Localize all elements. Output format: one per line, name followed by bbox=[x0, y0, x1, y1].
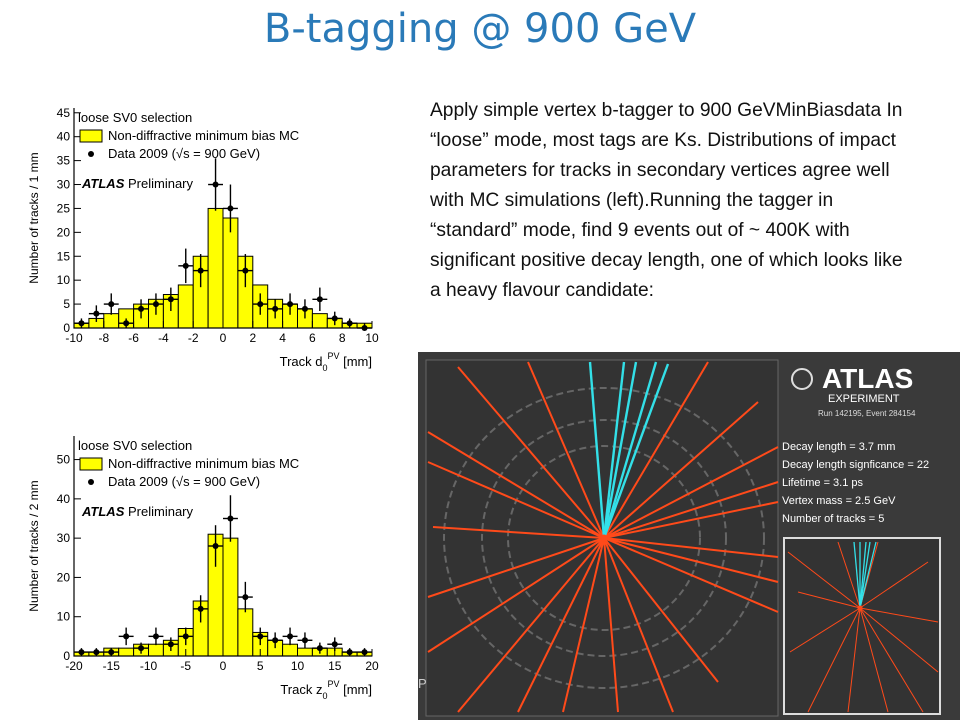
data-marker bbox=[183, 263, 189, 269]
atlas-logo-subtext: EXPERIMENT bbox=[828, 393, 900, 405]
atlas-preliminary-label: ATLAS Preliminary bbox=[82, 504, 193, 519]
y-tick-label: 40 bbox=[56, 129, 70, 144]
data-marker bbox=[302, 306, 308, 312]
y-tick-label: 30 bbox=[56, 177, 70, 192]
data-marker bbox=[362, 649, 368, 655]
x-tick-label: 4 bbox=[279, 331, 286, 345]
legend-mc-swatch bbox=[80, 458, 102, 470]
data-marker bbox=[272, 306, 278, 312]
data-marker bbox=[78, 649, 84, 655]
y-tick-label: 10 bbox=[56, 273, 70, 288]
data-marker bbox=[332, 641, 338, 647]
y-tick-label: 20 bbox=[56, 225, 70, 240]
y-tick-label: 0 bbox=[63, 649, 70, 663]
zoom-view-frame bbox=[784, 538, 940, 714]
x-tick-label: 20 bbox=[365, 659, 379, 673]
x-tick-label: 2 bbox=[249, 331, 257, 345]
data-marker bbox=[168, 296, 174, 302]
atlas-preliminary-label: ATLAS Preliminary bbox=[82, 176, 193, 191]
data-marker bbox=[108, 301, 114, 307]
y-tick-label: 45 bbox=[56, 105, 70, 120]
run-info: Run 142195, Event 284154 bbox=[818, 409, 916, 418]
legend-mc-label: Non-diffractive minimum bias MC bbox=[108, 128, 300, 143]
data-marker bbox=[123, 320, 129, 326]
x-tick-label: -5 bbox=[180, 659, 192, 673]
data-marker bbox=[257, 301, 263, 307]
d0-histogram bbox=[18, 100, 390, 372]
data-marker bbox=[332, 315, 338, 321]
data-marker bbox=[287, 301, 293, 307]
data-marker bbox=[123, 633, 129, 639]
x-tick-label: 8 bbox=[338, 331, 346, 345]
mc-bar bbox=[208, 208, 223, 328]
data-marker bbox=[198, 268, 204, 274]
data-marker bbox=[287, 633, 293, 639]
data-marker bbox=[347, 320, 353, 326]
mc-bar bbox=[178, 285, 193, 328]
data-marker bbox=[227, 516, 233, 522]
stat-lifetime: Lifetime = 3.1 ps bbox=[782, 477, 864, 489]
mc-bar bbox=[283, 644, 298, 656]
data-point bbox=[119, 628, 134, 646]
y-tick-label: 50 bbox=[56, 452, 70, 467]
stat-decay-length-significance: Decay length signficance = 22 bbox=[782, 459, 930, 471]
data-marker bbox=[317, 296, 323, 302]
x-tick-label: -2 bbox=[187, 331, 199, 345]
data-point bbox=[208, 158, 223, 210]
y-tick-label: 30 bbox=[56, 531, 70, 546]
data-marker bbox=[213, 543, 219, 549]
selection-label: loose SV0 selection bbox=[78, 110, 193, 125]
y-tick-label: 35 bbox=[56, 153, 70, 168]
x-tick-label: 10 bbox=[290, 659, 305, 673]
selection-label: loose SV0 selection bbox=[78, 438, 193, 453]
y-tick-label: 25 bbox=[56, 201, 70, 216]
data-marker bbox=[93, 311, 99, 317]
y-axis-label: Number of tracks / 1 mm bbox=[27, 152, 41, 284]
data-marker bbox=[138, 645, 144, 651]
data-marker bbox=[242, 594, 248, 600]
slide-title: B-tagging @ 900 GeV bbox=[263, 6, 697, 52]
data-point bbox=[104, 293, 119, 314]
data-marker bbox=[302, 637, 308, 643]
atlas-event-display bbox=[418, 352, 960, 720]
y-tick-label: 10 bbox=[56, 609, 70, 624]
legend-data-marker bbox=[88, 479, 94, 485]
data-marker bbox=[138, 306, 144, 312]
y-tick-label: 5 bbox=[63, 297, 70, 312]
atlas-logo-text: ATLAS bbox=[822, 363, 914, 394]
data-marker bbox=[93, 649, 99, 655]
stat-decay-length: Decay length = 3.7 mm bbox=[782, 441, 896, 453]
mc-bar bbox=[312, 314, 327, 328]
y-tick-label: 0 bbox=[63, 321, 70, 335]
x-tick-label: 5 bbox=[256, 659, 264, 673]
mc-bar bbox=[298, 648, 313, 656]
slide-description: Apply simple vertex b-tagger to 900 GeVMinBiasdata In “loose” mode, most tags are Ks. Distributions of impact parameters for tracks in secondary vertices agree well with MC simulations (left).Running the tagger in “standard” mode, find 9 events out of ~ 400K with significant positive decay length, one of which looks like a heavy flavour candidate: bbox=[430, 100, 903, 301]
x-tick-label: -10 bbox=[65, 331, 83, 345]
legend-data-label: Data 2009 (√s = 900 GeV) bbox=[108, 146, 261, 161]
data-marker bbox=[257, 633, 263, 639]
x-tick-label: -10 bbox=[139, 659, 158, 673]
data-point bbox=[312, 288, 327, 311]
y-tick-label: 20 bbox=[56, 570, 70, 585]
data-point bbox=[238, 582, 253, 612]
data-point bbox=[178, 249, 193, 283]
mc-bar bbox=[223, 538, 238, 656]
zoom-vertex bbox=[858, 606, 863, 611]
x-axis-label: Track $z_0^{PV}$ [mm] bbox=[280, 679, 372, 700]
mc-bar bbox=[149, 644, 164, 656]
y-tick-label: 40 bbox=[56, 491, 70, 506]
footer-fragment: P bbox=[418, 676, 427, 691]
x-tick-label: 0 bbox=[219, 331, 227, 345]
mc-bar bbox=[223, 218, 238, 328]
x-tick-label: -20 bbox=[65, 659, 83, 673]
data-marker bbox=[317, 645, 323, 651]
mc-bar bbox=[119, 648, 134, 656]
data-point bbox=[298, 632, 313, 648]
data-marker bbox=[168, 641, 174, 647]
z0-histogram bbox=[18, 428, 390, 700]
y-axis-label: Number of tracks / 2 mm bbox=[27, 480, 41, 612]
x-tick-label: 0 bbox=[219, 659, 227, 673]
vertex bbox=[601, 535, 608, 542]
data-marker bbox=[227, 205, 233, 211]
data-marker bbox=[213, 182, 219, 188]
data-marker bbox=[153, 633, 159, 639]
data-marker bbox=[78, 320, 84, 326]
x-tick-label: 15 bbox=[328, 659, 342, 673]
mc-bar bbox=[104, 314, 119, 328]
x-tick-label: 10 bbox=[365, 331, 379, 345]
data-point bbox=[223, 495, 238, 541]
x-tick-label: 6 bbox=[309, 331, 316, 345]
legend-mc-label: Non-diffractive minimum bias MC bbox=[108, 456, 300, 471]
stat-number-of-tracks: Number of tracks = 5 bbox=[782, 513, 885, 525]
stat-vertex-mass: Vertex mass = 2.5 GeV bbox=[782, 495, 896, 507]
x-tick-label: -8 bbox=[98, 331, 110, 345]
x-axis-label: Track $d_0^{PV}$ [mm] bbox=[279, 351, 372, 372]
data-marker bbox=[347, 649, 353, 655]
data-marker bbox=[153, 301, 159, 307]
legend-data-label: Data 2009 (√s = 900 GeV) bbox=[108, 474, 261, 489]
data-marker bbox=[198, 606, 204, 612]
x-tick-label: -4 bbox=[158, 331, 169, 345]
data-point bbox=[149, 628, 164, 646]
data-point bbox=[283, 628, 298, 646]
y-tick-label: 15 bbox=[56, 249, 70, 264]
mc-bar bbox=[238, 609, 253, 656]
data-marker bbox=[272, 637, 278, 643]
legend-data-marker bbox=[88, 151, 94, 157]
x-tick-label: -15 bbox=[102, 659, 120, 673]
legend-mc-swatch bbox=[80, 130, 102, 142]
data-marker bbox=[242, 268, 248, 274]
data-marker bbox=[183, 633, 189, 639]
x-tick-label: -6 bbox=[128, 331, 139, 345]
